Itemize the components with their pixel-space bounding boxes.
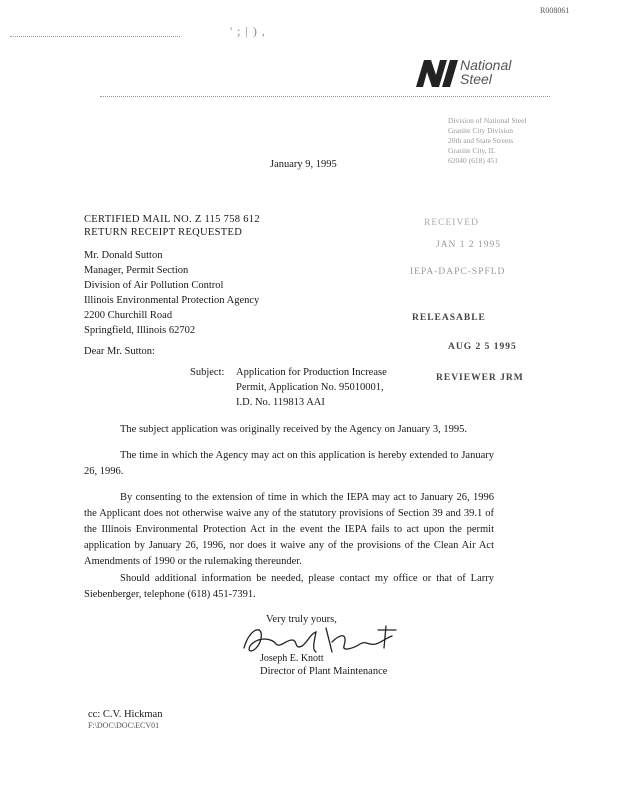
company-logo: [414, 58, 460, 93]
certified-mail-number: CERTIFIED MAIL NO. Z 115 758 612: [84, 214, 260, 225]
signature-name: Joseph E. Knott: [260, 653, 324, 664]
signature-title: Director of Plant Maintenance: [260, 666, 388, 677]
logo-line-2: Steel: [460, 71, 492, 87]
body-paragraph: Should additional information be needed, please contact my office or that of Larry Siebenberger, telephone (618) 451-7391.: [84, 573, 494, 600]
address-line: 62040 (618) 451: [448, 156, 498, 165]
recipient-line: Springfield, Illinois 62702: [84, 325, 196, 336]
salutation: Dear Mr. Sutton:: [84, 346, 155, 357]
body-paragraph: The time in which the Agency may act on this application is hereby extended to January 26, 1996.: [84, 450, 494, 477]
received-stamp-label: RECEIVED: [424, 218, 479, 228]
recipient-line: Illinois Environmental Protection Agency: [84, 295, 260, 306]
national-steel-logo-mark: [414, 58, 460, 88]
letter-date: January 9, 1995: [270, 159, 337, 170]
carbon-copy: cc: C.V. Hickman: [88, 709, 163, 720]
address-line: 20th and State Streets: [448, 136, 514, 145]
recipient-line: Division of Air Pollution Control: [84, 280, 224, 291]
subject-line: Permit, Application No. 95010001,: [236, 382, 384, 393]
received-stamp-date: JAN 1 2 1995: [436, 240, 502, 250]
release-stamp-date: AUG 2 5 1995: [448, 342, 517, 352]
address-line: Division of National Steel: [448, 116, 527, 125]
recipient-address: [84, 248, 259, 338]
header-marks: ' ; | ) ,: [230, 24, 266, 38]
subject-line: Application for Production Increase: [236, 367, 387, 378]
return-receipt-notice: RETURN RECEIPT REQUESTED: [84, 227, 243, 238]
reviewer-stamp: REVIEWER JRM: [436, 373, 524, 383]
received-stamp-office: IEPA-DAPC-SPFLD: [410, 267, 506, 277]
company-address: [448, 116, 527, 166]
release-stamp-label: RELEASABLE: [412, 313, 486, 323]
file-reference: F:\DOC\DOC\ECV01: [88, 721, 160, 730]
logo-line-1: National: [460, 57, 512, 73]
header-divider: [100, 96, 550, 97]
subject-text: [236, 365, 387, 410]
recipient-line: 2200 Churchill Road: [84, 310, 173, 321]
address-line: Granite City, IL: [448, 146, 496, 155]
recipient-line: Manager, Permit Section: [84, 265, 189, 276]
body-paragraph: The subject application was originally received by the Agency on January 3, 1995.: [120, 424, 467, 435]
recipient-line: Mr. Donald Sutton: [84, 250, 163, 261]
subject-line: I.D. No. 119813 AAI: [236, 397, 325, 408]
subject-label: Subject:: [190, 367, 225, 378]
closing: Very truly yours,: [266, 614, 337, 625]
top-divider-left: [10, 36, 180, 37]
document-id: R008061: [540, 6, 570, 15]
logo-text: [460, 58, 511, 86]
body-paragraph: By consenting to the extension of time in which the IEPA may act to January 26, 1996 the Applicant does not otherwise waive any of the statutory provisions of Section 39 and 39.1 of the Illinois Environmental Protection Act in the event the IEPA fails to act upon the permit application by January 26, 1996, nor does it waive any of the provisions of the Clean Air Act Amendments of 1990 or the rulemaking thereunder.: [84, 492, 494, 567]
address-line: Granite City Division: [448, 126, 513, 135]
